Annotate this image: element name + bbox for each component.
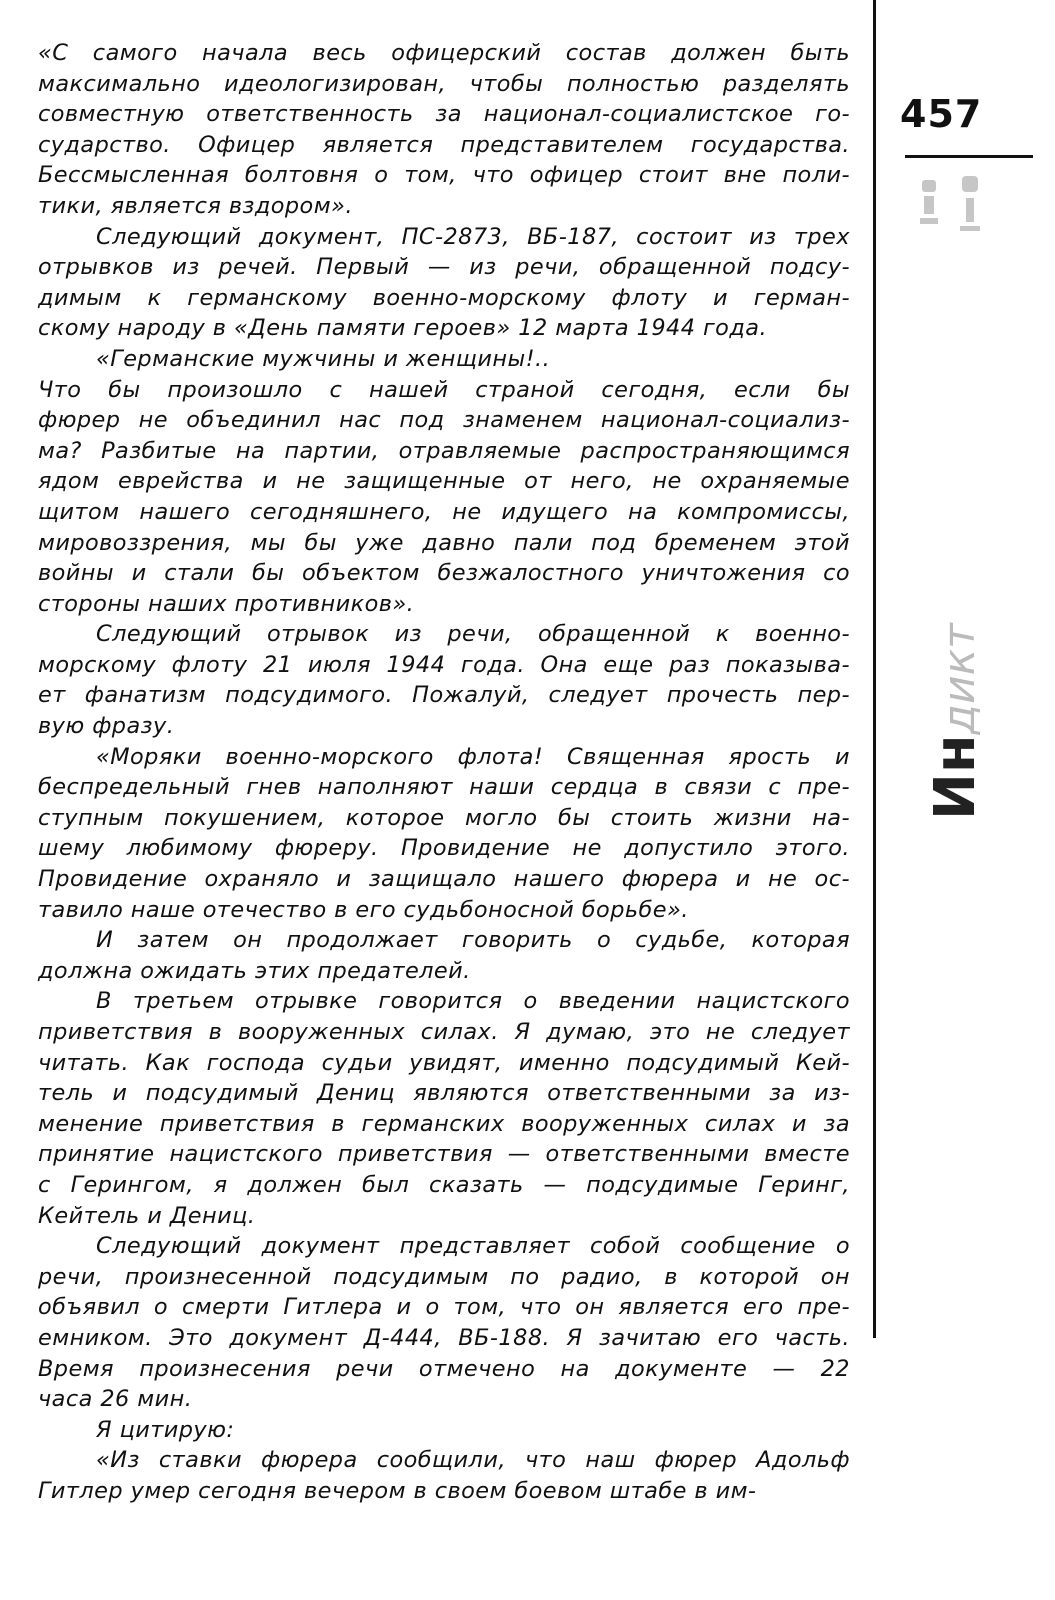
text-line: Гитлер умер сегодня вечером в своем боевом штабе в им-	[38, 1477, 757, 1504]
text-line: фюрер не объединил нас под знаменем национал-социализ-	[38, 407, 850, 434]
paragraph	[38, 1231, 850, 1415]
text-line: стороны наших противников».	[38, 590, 415, 617]
text-line: с Герингом, я должен был сказать — подсудимые Геринг,	[38, 1171, 850, 1198]
text-line: объявил о смерти Гитлера и о том, что он является его пре-	[38, 1294, 850, 1321]
text-line: емником. Это документ Д-444, ВБ-188. Я зачитаю его часть.	[38, 1324, 850, 1351]
text-line: Что бы произошло с нашей страной сегодня, если бы	[38, 376, 850, 403]
text-line: максимально идеологизирован, чтобы полностью разделять	[38, 70, 850, 97]
text-line: беспредельный гнев наполняют наши сердца в связи с пре-	[38, 774, 850, 801]
text-line: Время произнесения речи отмечено на документе — 22	[38, 1355, 850, 1382]
text-line: принятие нацистского приветствия — ответственными вместе	[38, 1141, 850, 1168]
paragraph	[38, 38, 850, 222]
paragraph	[38, 375, 850, 620]
text-line: Я цитирую:	[96, 1416, 235, 1443]
text-line: ступным покушением, которое могло бы стоить жизни на-	[38, 804, 850, 831]
side-title-faded: дикт	[934, 623, 985, 735]
paragraph	[38, 986, 850, 1231]
text-line: менение приветствия в германских вооруженных силах и за	[38, 1110, 850, 1137]
paragraph	[38, 344, 850, 375]
body-text	[38, 38, 850, 1507]
text-line: вую фразу.	[38, 713, 175, 740]
text-line: ет фанатизм подсудимого. Пожалуй, следует прочесть пер-	[38, 682, 850, 709]
text-line: «Моряки военно-морского флота! Священная ярость и	[96, 743, 850, 770]
text-line: читать. Как господа судьи увидят, именно подсудимый Кей-	[38, 1049, 850, 1076]
text-line: И затем он продолжает говорить о судьбе, которая	[96, 927, 850, 954]
text-line: совместную ответственность за национал-социалистское го-	[38, 101, 850, 128]
text-line: «С самого начала весь офицерский состав должен быть	[38, 40, 850, 66]
text-line: «Из ставки фюрера сообщили, что наш фюрер Адольф	[96, 1447, 850, 1474]
text-line: Следующий документ, ПС-2873, ВБ-187, состоит из трех	[96, 223, 850, 250]
paragraph	[38, 742, 850, 926]
vertical-rule	[873, 0, 876, 1338]
page-number: 457	[900, 92, 983, 136]
text-line: В третьем отрывке говорится о введении нацистского	[96, 988, 850, 1015]
paragraph	[38, 619, 850, 741]
text-line: отрывков из речей. Первый — из речи, обращенной подсу-	[38, 254, 850, 281]
text-line: щитом нашего сегодняшнего, не идущего на компромиссы,	[38, 498, 850, 525]
faded-running-head	[900, 170, 990, 270]
text-line: скому народу в «День памяти героев» 12 марта 1944 года.	[38, 315, 768, 342]
text-line: шему любимому фюреру. Провидение не допустило этого.	[38, 835, 850, 862]
text-line: ма? Разбитые на партии, отравляемые распространяющимся	[38, 437, 850, 464]
text-line: тель и подсудимый Дениц являются ответственными за из-	[38, 1080, 850, 1107]
side-title-main: Ин	[923, 734, 988, 820]
text-line: тики, является вздором».	[38, 192, 353, 219]
text-line: сударство. Офицер является представителем государства.	[38, 131, 850, 158]
text-line: мировоззрения, мы бы уже давно пали под бременем этой	[38, 529, 850, 556]
paragraph	[38, 925, 850, 986]
paragraph	[38, 1415, 850, 1446]
text-line: Кейтель и Дениц.	[38, 1202, 256, 1229]
text-line: ядом еврейства и не защищенные от него, не охраняемые	[38, 468, 850, 495]
text-line: Бессмысленная болтовня о том, что офицер стоит вне поли-	[38, 162, 850, 189]
text-line: часа 26 мин.	[38, 1386, 193, 1413]
text-line: димым к германскому военно-морскому флоту и герман-	[38, 284, 850, 311]
text-line: Следующий отрывок из речи, обращенной к военно-	[96, 621, 850, 648]
text-line: Провидение охраняло и защищало нашего фюрера и не ос-	[38, 866, 850, 893]
text-line: морскому флоту 21 июля 1944 года. Она еще раз показыва-	[38, 651, 850, 678]
page-number-rule	[905, 155, 1033, 158]
text-line: должна ожидать этих предателей.	[38, 957, 471, 984]
text-line: приветствия в вооруженных силах. Я думаю, это не следует	[38, 1019, 850, 1045]
text-line: тавило наше отечество в его судьбоносной борьбе».	[38, 896, 689, 923]
text-line: речи, произнесенной подсудимым по радио, в которой он	[38, 1263, 850, 1290]
faded-print-mark-icon	[900, 170, 990, 270]
text-line: Следующий документ представляет собой сообщение о	[96, 1233, 850, 1260]
paragraph	[38, 1445, 850, 1506]
text-line: войны и стали бы объектом безжалостного уничтожения со	[38, 560, 850, 587]
paragraph	[38, 222, 850, 344]
text-line: «Германские мужчины и женщины!..	[96, 345, 551, 372]
side-running-title	[878, 623, 1018, 960]
